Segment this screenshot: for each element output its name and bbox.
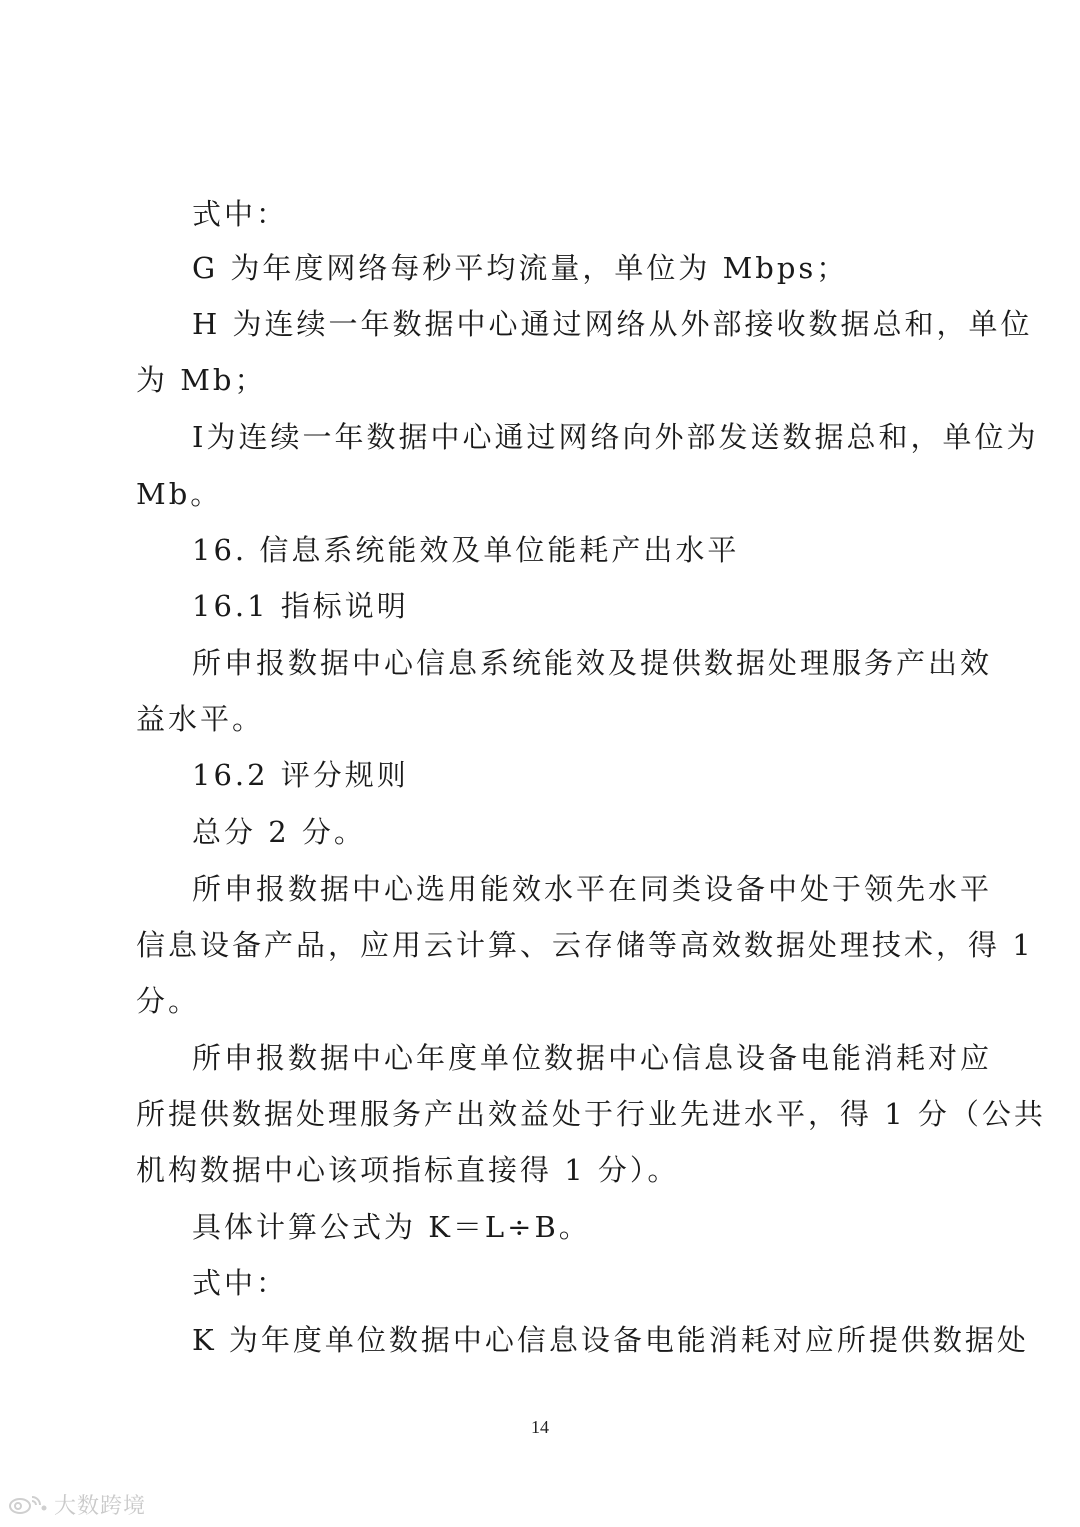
text-line: 总分 2 分。 — [192, 815, 366, 849]
text-line: K 为年度单位数据中心信息设备电能消耗对应所提供数据处 — [192, 1323, 1029, 1357]
text-line: 机构数据中心该项指标直接得 1 分）。 — [136, 1153, 680, 1187]
text-line: 式中： — [192, 1266, 289, 1300]
text-line: 为 Mb； — [136, 363, 267, 397]
watermark — [8, 1490, 146, 1518]
text-line: H 为连续一年数据中心通过网络从外部接收数据总和，单位 — [192, 307, 1033, 341]
section-heading: 16. 信息系统能效及单位能耗产出水平 — [192, 533, 740, 567]
text-line: 信息设备产品，应用云计算、云存储等高效数据处理技术，得 1 — [136, 928, 1034, 962]
subsection-heading: 16.1 指标说明 — [192, 589, 409, 623]
text-line: 益水平。 — [136, 702, 265, 736]
text-line: 所申报数据中心年度单位数据中心信息设备电能消耗对应 — [192, 1041, 993, 1075]
text-line: I为连续一年数据中心通过网络向外部发送数据总和，单位为 — [192, 420, 1039, 454]
text-line: 式中： — [192, 197, 289, 231]
page-number: 14 — [531, 1417, 549, 1437]
text-line: 所申报数据中心选用能效水平在同类设备中处于领先水平 — [192, 872, 993, 906]
text-line: Mb。 — [136, 477, 223, 511]
subsection-heading: 16.2 评分规则 — [192, 758, 409, 792]
text-line: 分。 — [136, 984, 201, 1018]
text-line: 所申报数据中心信息系统能效及提供数据处理服务产出效 — [192, 646, 993, 680]
weibo-logo-icon — [8, 1493, 48, 1515]
formula-line: 具体计算公式为 K＝L÷B。 — [192, 1210, 591, 1244]
text-line: G 为年度网络每秒平均流量，单位为 Mbps； — [192, 251, 849, 285]
text-line: 所提供数据处理服务产出效益处于行业先进水平，得 1 分（公共 — [136, 1097, 1046, 1131]
watermark-text: 大数跨境 — [54, 1493, 147, 1519]
